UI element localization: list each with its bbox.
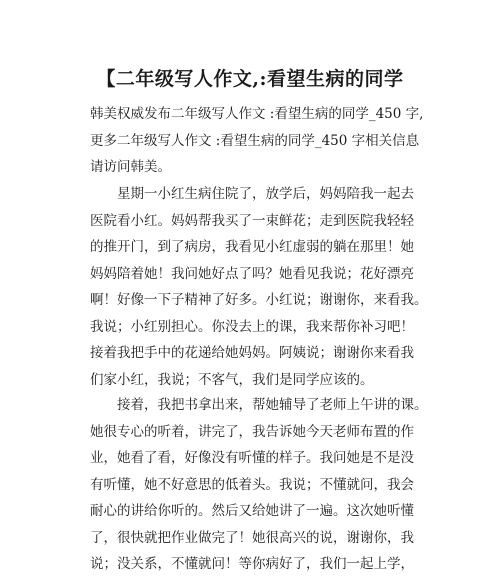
article-intro (90, 101, 424, 181)
paragraph-2 (90, 392, 428, 578)
paragraph-line: 有听懂，她不好意思的低着头。我说；不懂就问，我会 (90, 476, 414, 493)
intro-line: 更多二年级写人作文 :看望生病的同学_450 字相关信息 (90, 132, 420, 149)
paragraph-line: 的推开门，到了病房，我看见小红虚弱的躺在那里！她 (90, 239, 414, 255)
paragraph-line: 她很专心的听着，讲完了，我告诉她今天老师布置的作 (90, 423, 414, 440)
paragraph-line: 说；没关系，不懂就问！等你病好了，我们一起上学， (90, 556, 414, 572)
paragraph-line: 妈妈陪着她！我问她好点了吗？她看见我说；花好漂亮 (90, 265, 414, 282)
article-title: 【二年级写人作文,:看望生病的同学 (96, 68, 404, 90)
intro-line: 请访问韩美。 (90, 159, 171, 175)
paragraph-line: 星期一小红生病住院了，放学后，妈妈陪我一起去 (117, 186, 414, 202)
paragraph-line: 我说；小红别担心。你没去上的课，我来帮你补习吧！ (90, 318, 414, 335)
paragraph-line: 耐心的讲给你听的。然后又给她讲了一遍。这次她听懂 (90, 503, 414, 519)
paragraph-line: 们家小红，我说；不客气，我们是同学应该的。 (90, 371, 374, 388)
paragraph-line: 了，很快就把作业做完了！她很高兴的说，谢谢你，我 (90, 529, 414, 546)
paragraph-line: 业，她看了看，好像没有听懂的样子。我问她是不是没 (90, 450, 414, 466)
paragraph-line: 接着我把手中的花递给她妈妈。阿姨说；谢谢你来看我 (90, 345, 414, 361)
paragraph-1 (90, 181, 428, 393)
paragraph-line: 接着，我把书拿出来，帮她辅导了老师上午讲的课。 (117, 397, 428, 413)
paragraph-line: 医院看小红。妈妈帮我买了一束鲜花；走到医院我轻轻 (90, 212, 414, 229)
intro-line: 韩美权威发布二年级写人作文 :看望生病的同学_450 字, (90, 106, 424, 122)
paragraph-line: 啊！好像一下子精神了好多。小红说；谢谢你，来看我。 (90, 292, 428, 308)
